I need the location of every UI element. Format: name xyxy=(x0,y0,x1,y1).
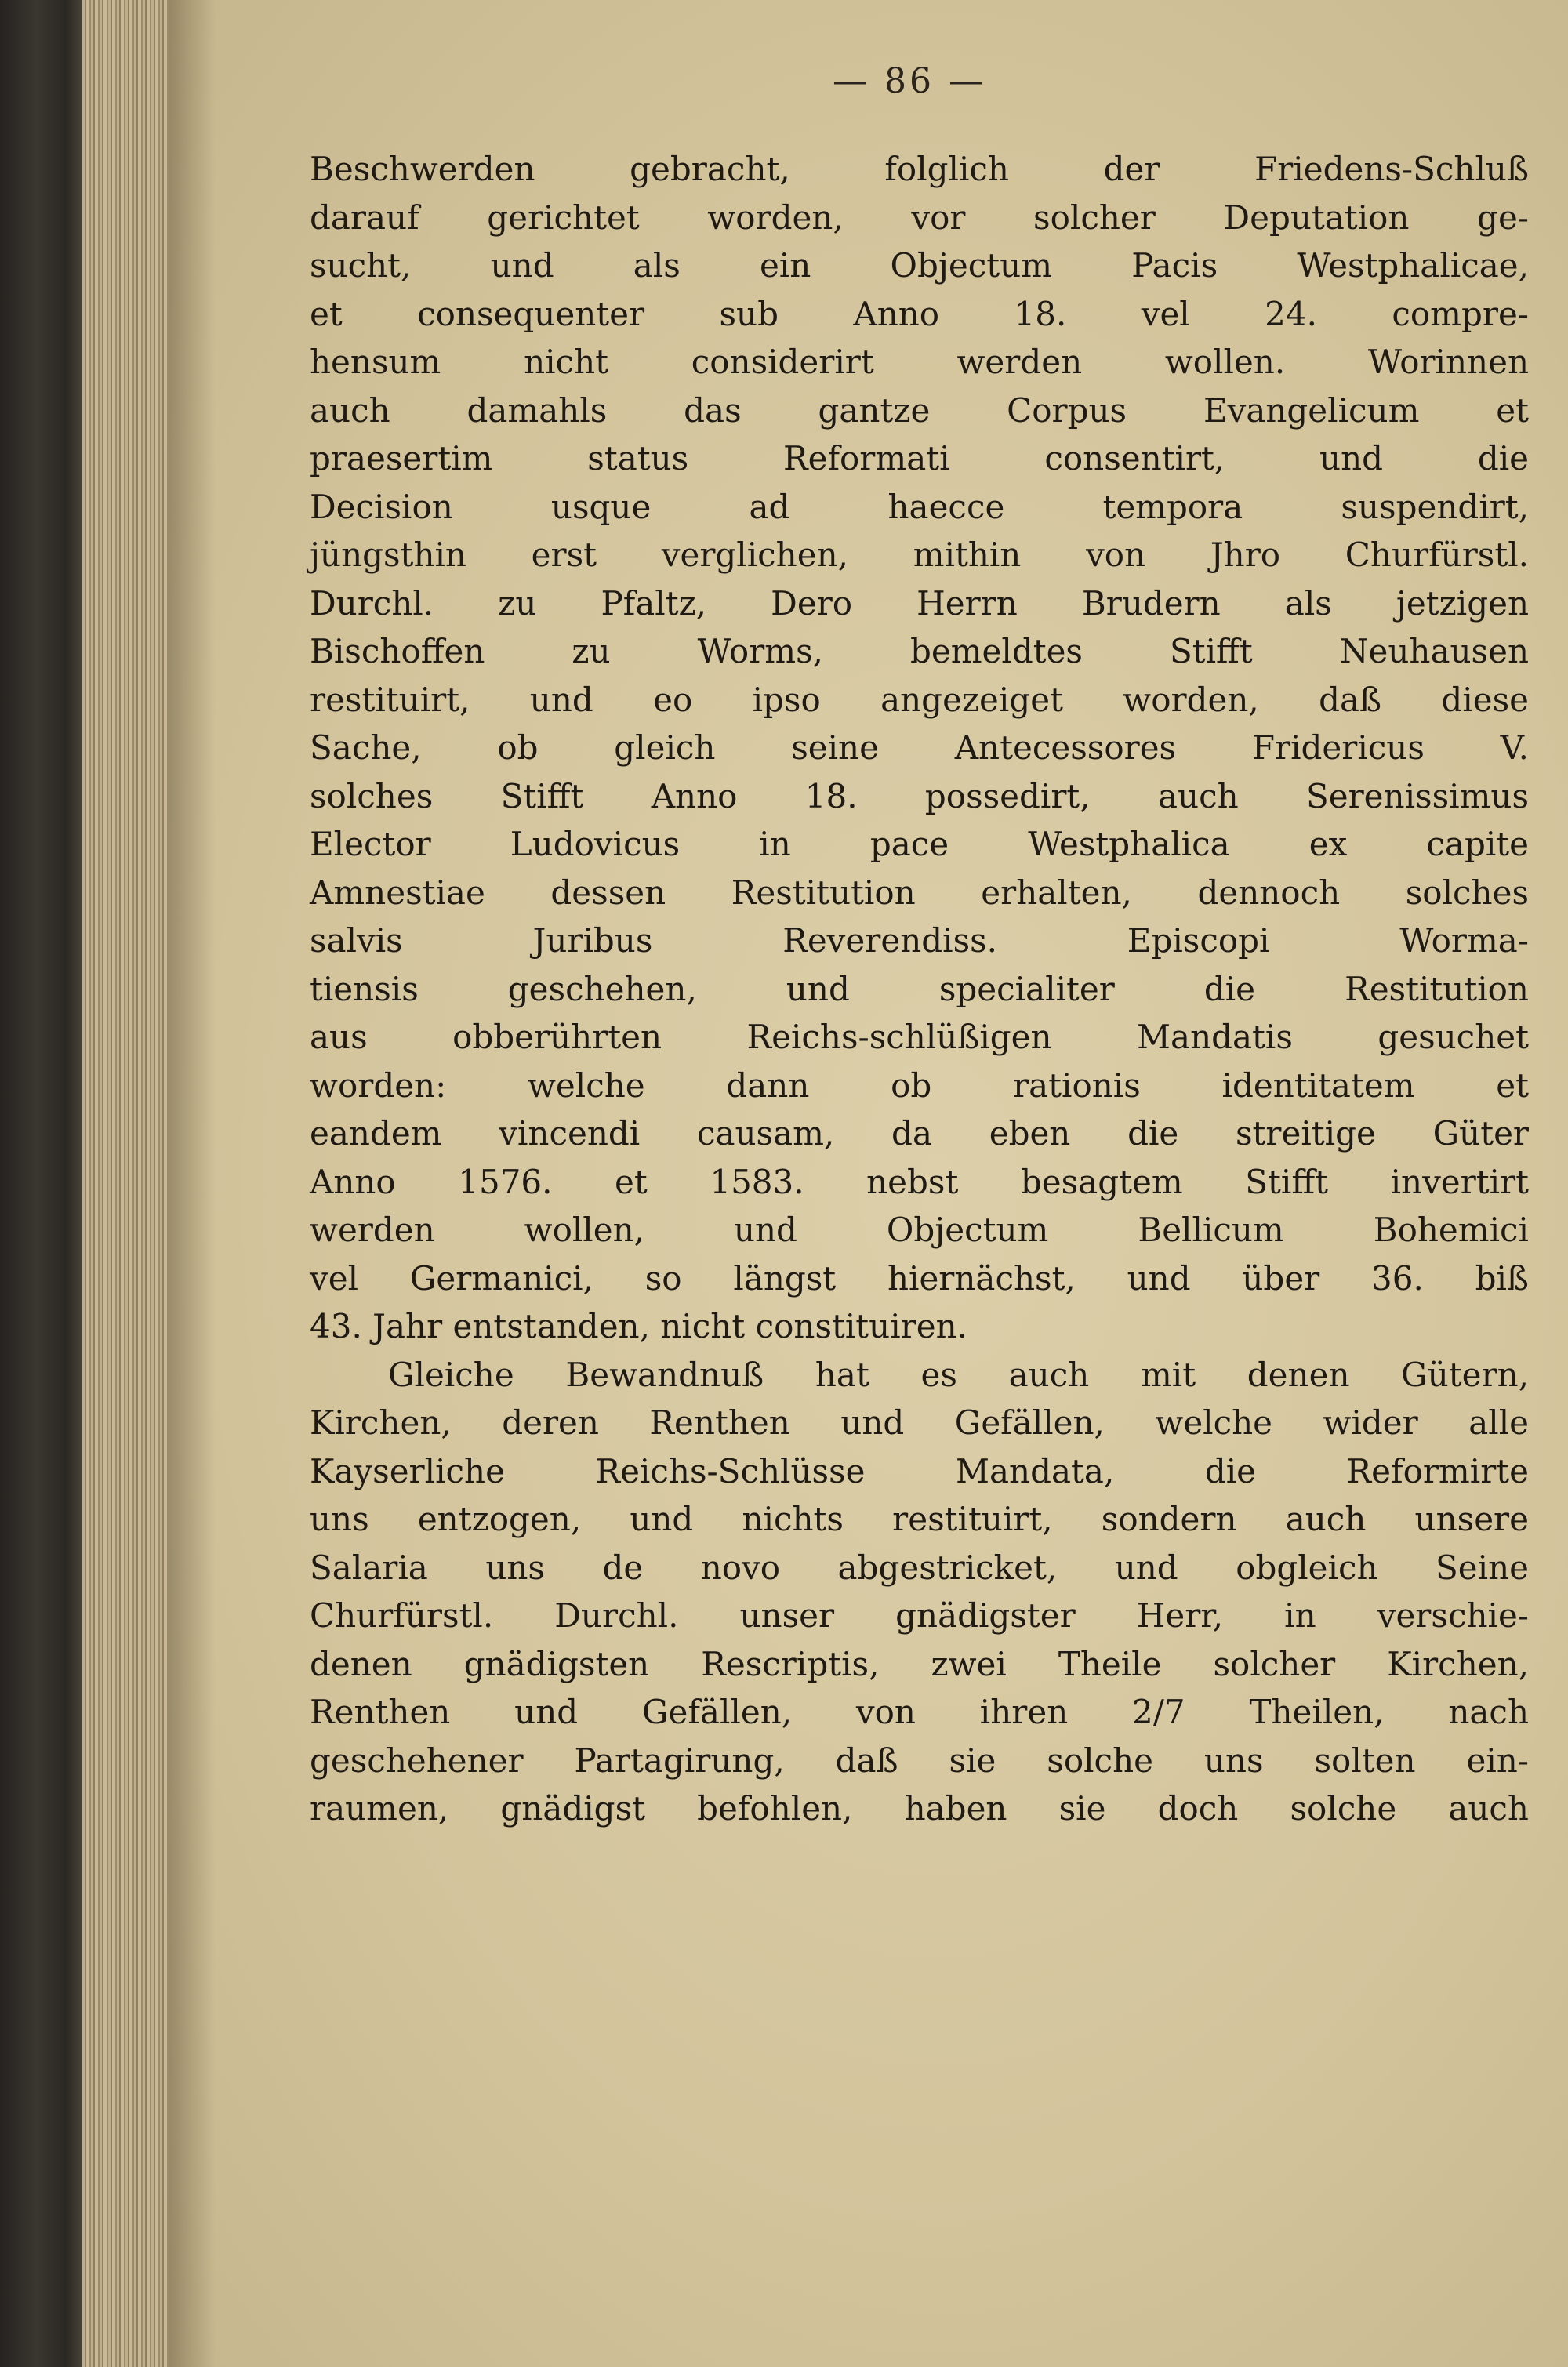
page-number: — 86 — xyxy=(833,61,986,101)
text-line: praesertim status Reformati consentirt, und die xyxy=(310,439,1529,477)
text-line: et consequenter sub Anno 18. vel 24. compre- xyxy=(310,294,1529,333)
text-line: restituirt, und eo ipso angezeiget worden, daß diese xyxy=(310,680,1529,719)
text-line: Bischoffen zu Worms, bemeldtes Stifft Neuhausen xyxy=(310,632,1529,670)
paragraph-start-line: Gleiche Bewandnuß hat es auch mit denen Gütern, xyxy=(388,1355,1529,1394)
text-line: Renthen und Gefällen, von ihren 2/7 Theilen, nach xyxy=(310,1693,1529,1731)
text-line: Kirchen, deren Renthen und Gefällen, welche wider alle xyxy=(310,1403,1529,1442)
text-line: Kayserliche Reichs-Schlüsse Mandata, die Reformirte xyxy=(310,1451,1529,1490)
text-line: uns entzogen, und nichts restituirt, sondern auch unsere xyxy=(310,1500,1529,1538)
text-line: vel Germanici, so längst hiernächst, und über 36. biß xyxy=(310,1258,1529,1298)
gutter-shadow xyxy=(169,0,216,2367)
text-line: sucht, und als ein Objectum Pacis Westphalicae, xyxy=(310,246,1529,285)
text-line: hensum nicht considerirt werden wollen. Worinnen xyxy=(310,343,1529,381)
text-line: eandem vincendi causam, da eben die streitige Güter xyxy=(310,1114,1529,1153)
text-line: solches Stifft Anno 18. possedirt, auch Serenissimus xyxy=(310,776,1529,815)
text-line: Decision usque ad haecce tempora suspendirt, xyxy=(310,487,1529,526)
paragraph-end-line: 43. Jahr entstanden, nicht constituiren. xyxy=(310,1307,967,1345)
book-binding xyxy=(0,0,82,2367)
page-edges xyxy=(82,0,172,2367)
text-line: Durchl. zu Pfaltz, Dero Herrn Brudern als jetzigen xyxy=(310,583,1529,623)
text-line: tiensis geschehen, und specialiter die Restitution xyxy=(310,969,1529,1008)
text-line: werden wollen, und Objectum Bellicum Bohemici xyxy=(310,1211,1529,1249)
text-line: worden: welche dann ob rationis identitatem et xyxy=(310,1066,1529,1105)
text-line: Sache, ob gleich seine Antecessores Fridericus V. xyxy=(310,728,1529,767)
text-line: Amnestiae dessen Restitution erhalten, dennoch solches xyxy=(310,873,1529,912)
text-line: jüngsthin erst verglichen, mithin von Jhro Churfürstl. xyxy=(310,535,1529,574)
text-line: Churfürstl. Durchl. unser gnädigster Herr, in verschie- xyxy=(310,1596,1529,1635)
text-line: Salaria uns de novo abgestricket, und obgleich Seine xyxy=(310,1548,1529,1587)
text-line: darauf gerichtet worden, vor solcher Deputation ge- xyxy=(310,198,1529,237)
text-line: geschehener Partagirung, daß sie solche uns solten ein- xyxy=(310,1741,1529,1780)
body-text xyxy=(310,145,1529,2121)
text-line: raumen, gnädigst befohlen, haben sie doch solche auch xyxy=(310,1789,1529,1828)
text-line: Beschwerden gebracht, folglich der Friedens-Schluß xyxy=(310,150,1529,188)
text-line: auch damahls das gantze Corpus Evangelicum et xyxy=(310,390,1529,430)
text-line: aus obberührten Reichs-schlüßigen Mandatis gesuchet xyxy=(310,1018,1529,1056)
text-line: Anno 1576. et 1583. nebst besagtem Stifft invertirt xyxy=(310,1162,1529,1201)
text-line: Elector Ludovicus in pace Westphalica ex capite xyxy=(310,825,1529,863)
text-line: denen gnädigsten Rescriptis, zwei Theile solcher Kirchen, xyxy=(310,1644,1529,1683)
text-line: salvis Juribus Reverendiss. Episcopi Worma- xyxy=(310,921,1529,960)
